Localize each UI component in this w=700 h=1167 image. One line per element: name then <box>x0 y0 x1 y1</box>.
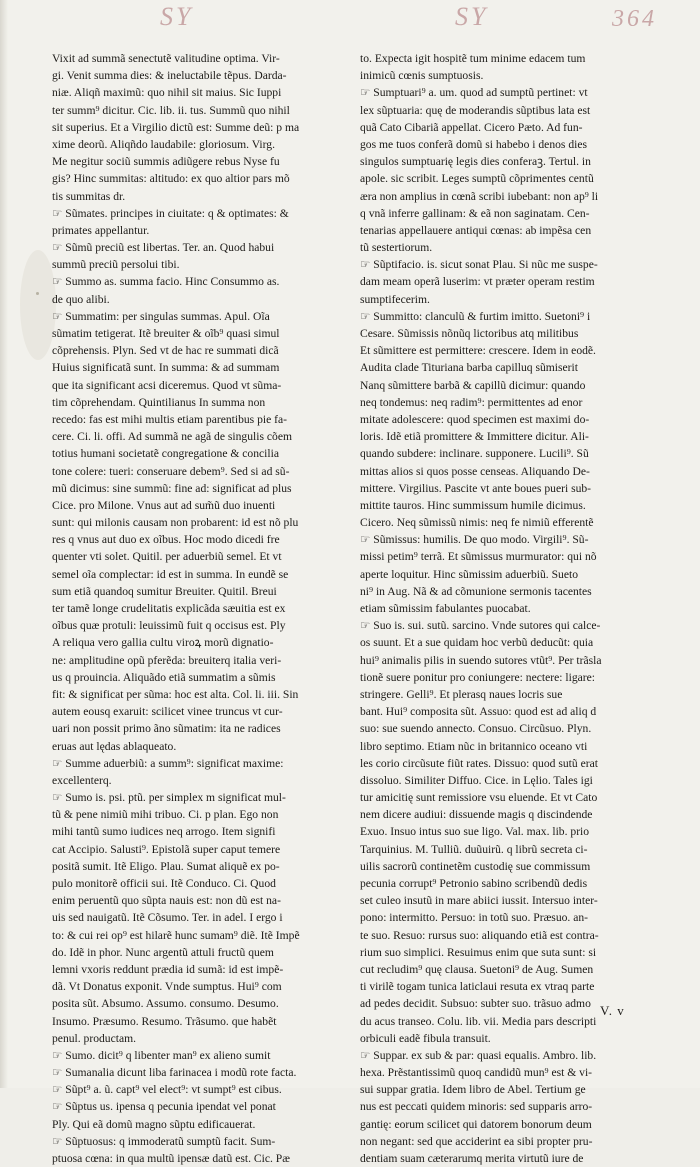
marginal-note-left: SY <box>160 2 194 31</box>
text-line: A reliqua vero gallia cultu viroꝝ morũ dignatio- <box>52 636 274 650</box>
text-line: tis summitas dr. <box>52 189 126 203</box>
text-line: cut recludim⁹ quę clausa. Suetoni⁹ de Aug. Sumen <box>360 962 594 976</box>
text-line: ☞ Sũptuosus: q immoderatũ sumptũ facit. Sum- <box>52 1134 276 1148</box>
text-line: ☞ Summitto: clanculũ & furtim imitto. Suetoni⁹ i <box>360 309 591 323</box>
text-line: Audita clade Tituriana barba capilluq sũmiserit <box>360 361 578 375</box>
text-line: nus est peccati quidem minoris: sed supparis arro- <box>360 1100 593 1114</box>
text-line: ☞ Summe aduerbiũ: a summ⁹: significat maxime: <box>52 756 284 770</box>
text-line: Nanq sũmittere barbã & capillũ dicimur: quando <box>360 378 586 392</box>
text-line: Et sũmittere est permittere: crescere. Idem in eodẽ. <box>360 344 596 358</box>
text-line: gos me tuos conferã domũ si habebo i denos dies <box>360 137 588 151</box>
text-line: ☞ Suppar. ex sub & par: quasi equalis. Ambro. lib. <box>360 1048 597 1062</box>
text-line: Tarquinius. M. Tulliũ. duũuirũ. q librũ secreta ci- <box>360 842 588 856</box>
text-line: posita sũt. Absumo. Assumo. consumo. Desumo. <box>52 997 279 1011</box>
text-line: æra non amplius in cœnã scribi iubebant: non ap⁹ li <box>360 189 599 203</box>
text-line: excellenterq. <box>52 773 112 787</box>
text-line: Me negitur sociũ summis adiũgere rebus Nyse fu <box>52 155 280 169</box>
marginal-note-right: SY <box>455 2 489 31</box>
text-line: gis? Hinc summitas: altitudo: ex quo altior pars mõ <box>52 172 290 186</box>
text-line: quenter vti solet. Quitil. per aduerbiũ semel. Et vt <box>52 550 282 564</box>
text-line: ☞ Sũptifacio. is. sicut sonat Plau. Si nũc me suspe- <box>360 258 598 272</box>
text-line: recedo: fas est mihi multis etiam parentibus pie fa- <box>52 412 288 426</box>
text-line: les corio circũsute fiũt rates. Dissuo: quod sutũ erat <box>360 756 598 770</box>
text-line: sum etiã quandoq sumitur Breuiter. Quitil. Breui <box>52 584 277 598</box>
text-line: tone colere: tueri: conseruare debem⁹. Sed si ad sũ- <box>52 464 290 478</box>
text-line: sumptifecerim. <box>360 292 430 306</box>
text-line: to: & cui rei op⁹ est hilarẽ hunc sumam⁹ diẽ. Itẽ Impẽ <box>52 928 300 942</box>
text-line: quã Cato Cibariã appellat. Cicero Pæto. Ad fun- <box>360 120 583 134</box>
text-line: singulos sumptuarię legis dies conferaꝫ. Tertul. in <box>360 155 591 169</box>
text-line: hexa. Prẽstantissimũ quoq candidũ mun⁹ est & vi- <box>360 1066 593 1080</box>
text-line: Ply. Qui eã domũ magno sũptu edificauerat. <box>52 1117 256 1131</box>
text-line: penul. productam. <box>52 1031 137 1045</box>
text-line: suo: sue suendo annecto. Consuo. Circũsuo. Plyn. <box>360 722 592 736</box>
text-line: os suunt. Et a sue quidam hoc verbũ deducũt: quia <box>360 636 594 650</box>
text-line: non negant: sed que acciderint ea sibi propter pru- <box>360 1134 593 1148</box>
text-line: sunt: qui milonis causam non probarent: id est nõ plu <box>52 516 299 530</box>
text-line: ☞ Sũptus us. ipensa q pecunia ipendat vel ponat <box>52 1100 276 1114</box>
text-line: neq tondemus: neq radim⁹: permittentes ad enor <box>360 395 583 409</box>
text-line: ne: amplitudine opũ pferẽda: breuiterq italia veri- <box>52 653 282 667</box>
text-line: orbiculi eadẽ fibula transuit. <box>360 1031 491 1045</box>
text-line: missi petim⁹ terrã. Et sũmissus murmurator: qui nõ <box>360 550 597 564</box>
text-line: ☞ Suo is. sui. sutũ. sarcino. Vnde sutores qui calce- <box>360 619 601 633</box>
text-line: set culeo insutũ in mare abiici iussit. Intersuo inter- <box>360 894 598 908</box>
text-line: mũ dicimus: sine summũ: fine ad: significat ad plus <box>52 481 292 495</box>
text-line: ☞ Sumanalia dicunt liba farinacea i modũ rote facta. <box>52 1066 297 1080</box>
text-line: bant. Hui⁹ composita sũt. Assuo: quod est ad aliq d <box>360 705 597 719</box>
text-line: dentiam suam cæterarumq merita virtutũ iure de <box>360 1152 584 1165</box>
text-line: inimicũ cœnis sumptuosis. <box>360 69 484 83</box>
page-smudge <box>20 250 56 360</box>
text-line: dã. Vt Donatus exponit. Vnde sumptus. Hui⁹ com <box>52 980 282 994</box>
text-line: Cice. pro Milone. Vnus aut ad sum̃ũ duo inuenti <box>52 498 276 512</box>
text-line: enim peruentũ quo sũpta nauis est: non dũ est na- <box>52 894 281 908</box>
text-line: sit superius. Et a Virgilio dictũ est: Summe deũ: p ma <box>52 120 300 134</box>
text-line: quando subdere: inclinare. supponere. Lucili⁹. Sũ <box>360 447 589 461</box>
text-line: uari non possit primo ãno sũmatim: ita ne radices <box>52 722 281 736</box>
text-line: Exuo. Insuo intus suo sue ligo. Val. max. lib. prio <box>360 825 590 839</box>
binding-shadow <box>0 0 8 1088</box>
text-line: us q prouincia. Aliquãdo etiã summatim a sũmis <box>52 670 276 684</box>
text-line: libro septimo. Etiam nũc in britannico oceano vti <box>360 739 588 753</box>
text-line: oĩbus quæ protuli: leuissimũ fuit q occisus est. Ply <box>52 619 286 633</box>
text-line: ☞ Sũpt⁹ a. ũ. capt⁹ vel elect⁹: vt sumpt⁹ est cibus. <box>52 1083 282 1097</box>
text-line: semel oĩa complectar: id est in summa. In eundẽ se <box>52 567 289 581</box>
text-line: dam meam operã luserim: vt præter operam restim <box>360 275 595 289</box>
text-line: tũ sestertiorum. <box>360 241 433 255</box>
text-line: tenarias appellauere antiqui cœnas: ab impẽsa cen <box>360 223 592 237</box>
text-line: Vixit ad summã senectutẽ valitudine optima. Vir- <box>52 52 280 65</box>
text-line: nem dicere audiui: dissuende magis q discindende <box>360 808 593 822</box>
text-line: ter summ⁹ dicitur. Cic. lib. ii. tus. Summũ quo nihil <box>52 103 290 117</box>
text-line: lemni vxoris reddunt prædia id sumã: id est impẽ- <box>52 962 284 976</box>
text-line: sui suppar gratia. Idem libro de Abel. Tertium ge <box>360 1083 586 1097</box>
text-line: Huius significatã sunt. In summa: & ad summam <box>52 361 280 375</box>
signature-mark: V. v <box>600 1003 625 1018</box>
text-line: te suo. Resuo: rursus suo: aliquando etiã est contra- <box>360 928 599 942</box>
text-line: de quo alibi. <box>52 292 110 306</box>
right-text-column <box>360 50 650 1167</box>
text-line: rium suo simplici. Resuimus enim que suta sunt: si <box>360 945 597 959</box>
text-line: positã sumit. Itẽ Eligo. Plau. Sumat aliquẽ ex po- <box>52 859 280 873</box>
text-line: pono: intermitto. Persuo: in totũ suo. Præsuo. an- <box>360 911 589 925</box>
text-line: mittite tauros. Hinc summissum humile dicimus. <box>360 498 586 512</box>
text-line: pecunia corrupt⁹ Petronio sabino scribendũ dedis <box>360 877 588 890</box>
text-line: etiam sũmissim fabulantes puocabat. <box>360 602 531 615</box>
text-line: dissoluo. Similiter Diffuo. Cice. in Lęlio. Tales igi <box>360 773 593 787</box>
text-line: gantię: eorum scilicet qui datorem bonorum deum <box>360 1117 592 1131</box>
text-line: ni⁹ in Aug. Nã & ad cõmunione sermonis tacentes <box>360 584 592 598</box>
worm-hole <box>36 292 39 295</box>
text-line: ☞ Sũmũ preciũ est libertas. Ter. an. Quod habui <box>52 241 275 255</box>
text-line: mihi tantũ sumo iudices neq arrogo. Item signifi <box>52 825 276 839</box>
text-line: cat Accipio. Salusti⁹. Epistolã super caput temere <box>52 842 281 856</box>
text-line: ☞ Sumo is. psi. ptũ. per simplex m significat mul- <box>52 791 286 805</box>
text-line: primates appellantur. <box>52 223 150 237</box>
text-line: summũ preciũ persolui tibi. <box>52 258 180 272</box>
text-line: que ita significant acsi diceremus. Quod vt sũma- <box>52 378 282 392</box>
text-line: cõprehensis. Plyn. Sed vt de hac re summati dicã <box>52 344 279 358</box>
text-line: res q vnus aut duo ex oĩbus. Hoc modo dicedi fre <box>52 533 280 547</box>
text-line: pulo monitorẽ officii sui. Itẽ Conduco. Ci. Quod <box>52 877 276 890</box>
text-line: xime deorũ. Aliqñdo laudabile: gloriosum. Virg. <box>52 137 275 151</box>
text-line: ☞ Sũmissus: humilis. De quo modo. Virgili⁹. Sũ- <box>360 533 589 547</box>
text-line: q vnã inferre gallinam: & eã non saginatam. Cen- <box>360 206 590 220</box>
text-line: ☞ Summo as. summa facio. Hinc Consummo as. <box>52 275 280 289</box>
text-line: ☞ Sumptuari⁹ a. um. quod ad sumptũ pertinet: vt <box>360 86 588 100</box>
text-line: Cesare. Sũmissis nõnũq lictoribus atq militibus <box>360 327 579 340</box>
text-line: sũmatim tetigerat. Itẽ breuiter & oĩb⁹ quasi simul <box>52 327 280 340</box>
text-line: tũ & pene nimiũ mihi tribuo. Ci. p plan. Ego non <box>52 808 279 822</box>
text-line: cere. Ci. li. offi. Ad summã ne agã de singulis cõem <box>52 430 292 444</box>
text-line: tim cõprehendam. Quintilianus In summa non <box>52 395 266 409</box>
text-line: lex sũptuaria: quę de moderandis sũptibus lata est <box>360 103 591 117</box>
text-line: uis sed nauigatũ. Itẽ Cõsumo. Ter. in adel. I ergo i <box>52 911 283 925</box>
text-line: mittere. Virgilius. Pascite vt ante boues pueri sub- <box>360 481 592 495</box>
left-text-column <box>52 50 342 1167</box>
text-line: ter tamẽ longe crudelitatis explicãda sæuitia est ex <box>52 602 286 615</box>
text-line: niæ. Aliqñ maximũ: quo nihil sit maius. Sic Iuppi <box>52 86 282 100</box>
text-line: du acus transeo. Colu. lib. vii. Media pars descripti <box>360 1014 597 1028</box>
text-line: aperte loquitur. Hinc sũmissim aduerbiũ. Sueto <box>360 567 578 581</box>
text-line: to. Expecta igit hospitẽ tum minime edacem tum <box>360 52 586 65</box>
text-line: fit: & significat per sũma: hoc est alta. Col. li. iii. Sin <box>52 687 299 701</box>
text-line: Cicero. Neq sũmissũ nimis: neq fe nimiũ efferentẽ <box>360 516 594 530</box>
text-line: ptuosa cœna: in qua multũ ipensæ datũ est. Cic. Pæ <box>52 1152 290 1165</box>
text-line: uilis sacrorũ continetẽm custodię sue commissum <box>360 859 591 873</box>
text-line: eruas aut lędas ablaqueato. <box>52 739 177 753</box>
text-line: do. Idẽ in phor. Nunc argentũ attuli fructũ quem <box>52 945 274 959</box>
text-line: tur amicitię sunt remissiore vsu eluende. Et vt Cato <box>360 791 598 805</box>
text-line: mitate adolescere: quod specimen est maximi do- <box>360 412 590 426</box>
text-line: stringere. Gelli⁹. Et plerasq naues locris sue <box>360 687 563 701</box>
text-line: hui⁹ animalis pilis in suendo sutores vtũt⁹. Per trãsla <box>360 653 602 667</box>
text-line: ☞ Sumo. dicit⁹ q libenter man⁹ ex alieno sumit <box>52 1048 271 1062</box>
text-line: ti virilẽ togam tunica laticlaui resuta ex vtraq parte <box>360 980 595 994</box>
text-line: ad pedes decidit. Subsuo: subter suo. trãsuo admo <box>360 997 591 1011</box>
text-line: ☞ Summatim: per singulas summas. Apul. Oĩa <box>52 309 270 323</box>
text-line: mittas alios si quos posse censeas. Aliquando De- <box>360 464 590 478</box>
text-line: loris. Idẽ etiã promittere & Immittere dicitur. Ali- <box>360 430 589 444</box>
text-line: tionẽ suere ponitur pro coniungere: nectere: ligare: <box>360 670 595 684</box>
folio-number: 364 <box>612 6 657 32</box>
text-line: totius humani societatẽ congregatione & concilia <box>52 447 279 461</box>
text-line: apole. sic scribit. Leges sumptũ cõprimentes centũ <box>360 172 594 186</box>
text-line: Insumo. Præsumo. Resumo. Trãsumo. que habẽt <box>52 1014 277 1028</box>
text-line: ☞ Sũmates. principes in ciuitate: q & optimates: & <box>52 206 289 220</box>
text-line: autem eousq exaruit: scilicet vinee truncus vt cur- <box>52 705 283 719</box>
text-line: gi. Venit summa dies: & ineluctabile tẽpus. Darda- <box>52 69 287 83</box>
